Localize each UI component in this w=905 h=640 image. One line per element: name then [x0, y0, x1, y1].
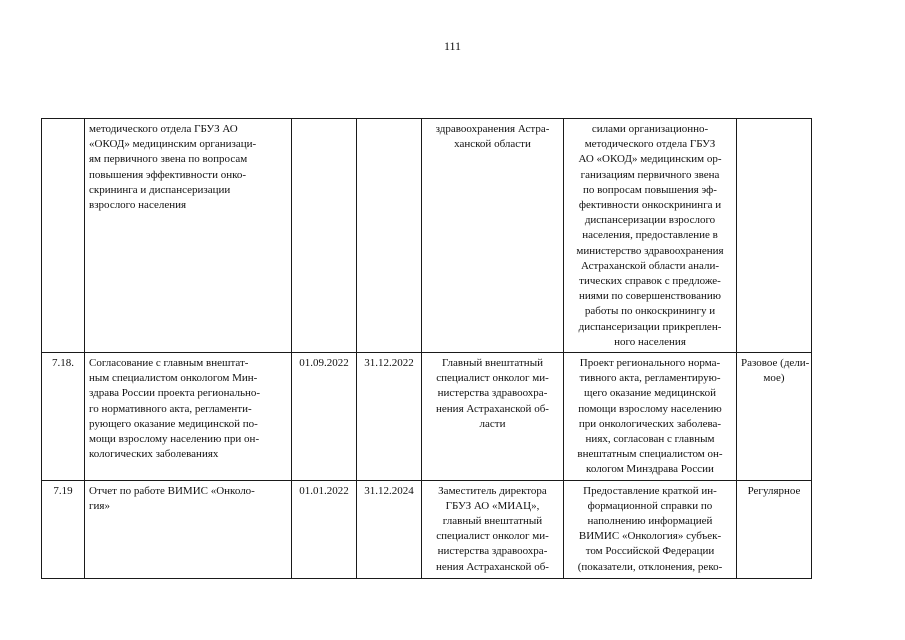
expected-result: [564, 353, 737, 481]
text-line: главный внештатный: [442, 515, 543, 528]
text-line: нистерства здравоохра-: [437, 387, 548, 400]
text-line: министерство здравоохранения: [576, 244, 724, 257]
text-line: тивного акта, регламентирую-: [579, 372, 721, 385]
plan-table: [41, 118, 812, 579]
end-date: 31.12.2024: [357, 480, 422, 578]
text-line: АО «ОКОД» медицинским ор-: [578, 153, 722, 166]
text-line: ного населения: [614, 335, 686, 348]
text-line: «ОКОД» медицинским организаци-: [89, 138, 257, 151]
text-line: том Российской Федерации: [585, 545, 715, 558]
row-number: [42, 119, 85, 353]
row-number: 7.19: [42, 480, 85, 578]
text-line: Проект регионального норма-: [579, 357, 721, 370]
start-date: 01.01.2022: [292, 480, 357, 578]
responsible-executor: [422, 480, 564, 578]
text-line: Заместитель директора: [438, 484, 547, 497]
text-line: наполнению информацией: [587, 515, 713, 528]
text-line: ным специалистом онкологом Мин-: [89, 372, 258, 385]
result-type: [737, 119, 812, 353]
text-line: населения, предоставление в: [582, 229, 718, 242]
table-row: [42, 119, 812, 353]
responsible-executor: [422, 119, 564, 353]
text-line: здрава России проекта регионально-: [89, 387, 261, 400]
text-line: ниями по совершенствованию: [579, 290, 721, 303]
text-line: го нормативного акта, регламенти-: [89, 402, 252, 415]
end-date: 31.12.2022: [357, 353, 422, 481]
text-line: Разовое (дели-: [741, 357, 810, 370]
table-row: [42, 353, 812, 481]
text-line: Главный внештатный: [442, 357, 543, 370]
table-row: [42, 480, 812, 578]
text-line: тических справок с предложе-: [579, 275, 721, 288]
row-number: 7.18.: [42, 353, 85, 481]
start-date: [292, 119, 357, 353]
text-line: взрослого населения: [89, 199, 187, 212]
start-date: 01.09.2022: [292, 353, 357, 481]
text-line: рующего оказание медицинской по-: [89, 417, 258, 430]
text-line: ханской области: [454, 138, 531, 151]
text-line: нения Астраханской об-: [436, 402, 549, 415]
text-line: Отчет по работе ВИМИС «Онколо-: [89, 484, 255, 497]
text-line: Астраханской области анали-: [580, 259, 720, 272]
text-line: нения Астраханской об-: [436, 560, 549, 573]
text-line: ВИМИС «Онкология» субъек-: [578, 530, 722, 543]
responsible-executor: [422, 353, 564, 481]
text-line: ганизациям первичного звена: [580, 168, 720, 181]
text-line: помощи взрослому населению: [578, 402, 722, 415]
text-line: кологом Минздрава России: [586, 463, 714, 476]
text-line: мощи взрослому населению при он-: [89, 433, 260, 446]
event-name: [85, 353, 292, 481]
event-name: [85, 480, 292, 578]
text-line: Согласование с главным внештат-: [89, 357, 249, 370]
text-line: работы по онкоскринингу и: [584, 305, 716, 318]
text-line: Регулярное: [747, 484, 801, 497]
expected-result: [564, 119, 737, 353]
text-line: нистерства здравоохра-: [437, 545, 548, 558]
text-line: внештатным специалистом он-: [577, 448, 723, 461]
text-line: ласти: [479, 417, 506, 430]
text-line: при онкологических заболева-: [578, 417, 722, 430]
end-date: [357, 119, 422, 353]
text-line: формационной справки по: [587, 499, 713, 512]
text-line: диспансеризации взрослого: [584, 214, 716, 227]
expected-result: [564, 480, 737, 578]
text-line: ГБУЗ АО «МИАЦ»,: [445, 499, 540, 512]
text-line: гия»: [89, 499, 110, 512]
text-line: методического отдела ГБУЗ: [584, 138, 716, 151]
text-line: Предоставление краткой ин-: [583, 484, 717, 497]
text-line: здравоохранения Астра-: [435, 123, 550, 135]
result-type: [737, 353, 812, 481]
result-type: [737, 480, 812, 578]
text-line: мое): [763, 372, 785, 385]
event-name: [85, 119, 292, 353]
text-line: специалист онколог ми-: [436, 372, 549, 385]
text-line: специалист онколог ми-: [436, 530, 549, 543]
text-line: силами организационно-: [591, 123, 709, 135]
text-line: ям первичного звена по вопросам: [89, 153, 248, 166]
text-line: методического отдела ГБУЗ АО: [89, 123, 238, 135]
text-line: повышения эффективности онко-: [89, 168, 247, 181]
text-line: ниях, согласован с главным: [585, 433, 715, 446]
text-line: скрининга и диспансеризации: [89, 183, 231, 196]
text-line: диспансеризации прикреплен-: [578, 320, 722, 333]
page-number: 111: [443, 39, 462, 53]
text-line: фективности онкоскрининга и: [578, 199, 722, 212]
text-line: по вопросам повышения эф-: [583, 183, 717, 196]
text-line: щего оказание медицинской: [584, 387, 716, 400]
text-line: кологических заболеваниях: [89, 448, 219, 461]
text-line: (показатели, отклонения, реко-: [577, 560, 723, 573]
